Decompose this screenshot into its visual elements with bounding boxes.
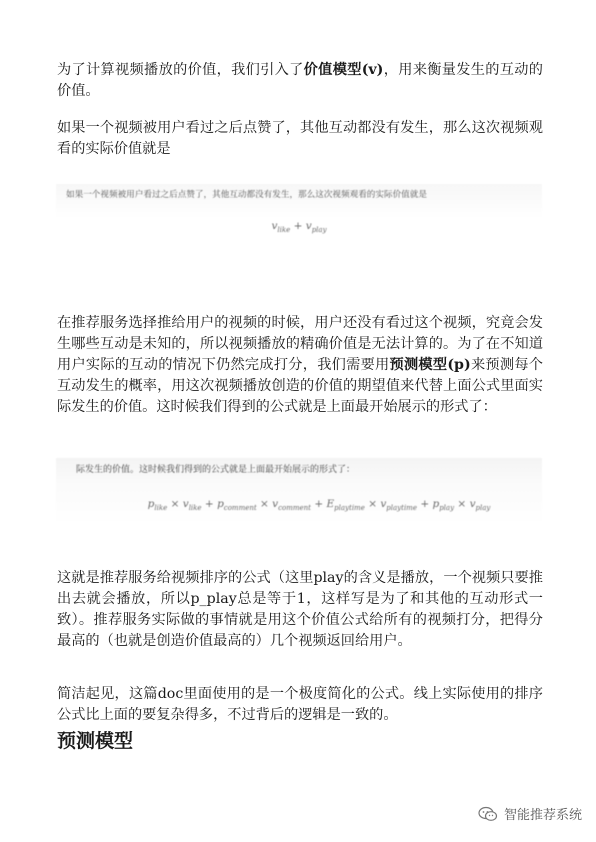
section-heading: 预测模型: [57, 730, 134, 752]
bold-term-prediction-model: 预测模型(p): [389, 357, 471, 373]
text-span: 为了计算视频播放的价值，我们引入了: [57, 62, 304, 78]
screenshot-caption: 如果一个视频被用户看过之后点赞了，其他互动都没有发生，那么这次视频观看的实际价值就是: [66, 190, 427, 200]
formula-expected-value: $p_{like} \times v_{like} + p_{comment} \times v_{comment} + E_{playtime} \times v_{playtime} + p_{play} \times v_{play}$: [147, 498, 491, 513]
paragraph-simplification-note: 简洁起见，这篇doc里面使用的是一个极度简化的公式。线上实际使用的排序公式比上面的要复杂得多，不过背后的逻辑是一致的。: [57, 686, 543, 723]
embedded-screenshot-formula-1: [56, 184, 542, 240]
text-span: 在推荐服务选择推给用户的视频的时候，用户还没有看过这个视频，究竟会发生哪些互动是未知的，所以视频播放的精确价值是无法计算的。为了在不知道用户实际的互动的情况下仍然完成打分，我们需要用: [57, 315, 543, 373]
screenshot-caption: 际发生的价值。这时候我们得到的公式就是上面最开始展示的形式了：: [76, 465, 356, 475]
paragraph-ranking-formula: 这就是推荐服务给视频排序的公式（这里play的含义是播放，一个视频只要推出去就会播放，所以p_play总是等于1，这样写是为了和其他的互动形式一致）。推荐服务实际做的事情就是用这个价值公式给所有的视频打分，把得分最高的（也就是创造价值最高的）几个视频返回给用户。: [57, 570, 543, 649]
paragraph-value-model: [57, 60, 543, 102]
paragraph-prediction-model: [57, 313, 543, 418]
watermark: [478, 804, 582, 823]
text-span: ，用来衡量发生的互动的价值。: [57, 62, 543, 99]
watermark-text: 智能推荐系统: [503, 808, 582, 823]
bold-term-value-model: 价值模型(v): [303, 62, 384, 78]
wechat-icon: [478, 806, 498, 822]
paragraph-actual-value: 如果一个视频被用户看过之后点赞了，其他互动都没有发生，那么这次视频观看的实际价值就是: [57, 120, 543, 157]
text-span: 来预测每个互动发生的概率，用这次视频播放创造的价值的期望值来代替上面公式里面实际发生的价值。这时候我们得到的公式就是上面最开始展示的形式了：: [57, 357, 543, 415]
formula-actual-value: $v_{like} + v_{play}$: [271, 220, 327, 235]
embedded-screenshot-formula-2: [56, 458, 542, 524]
